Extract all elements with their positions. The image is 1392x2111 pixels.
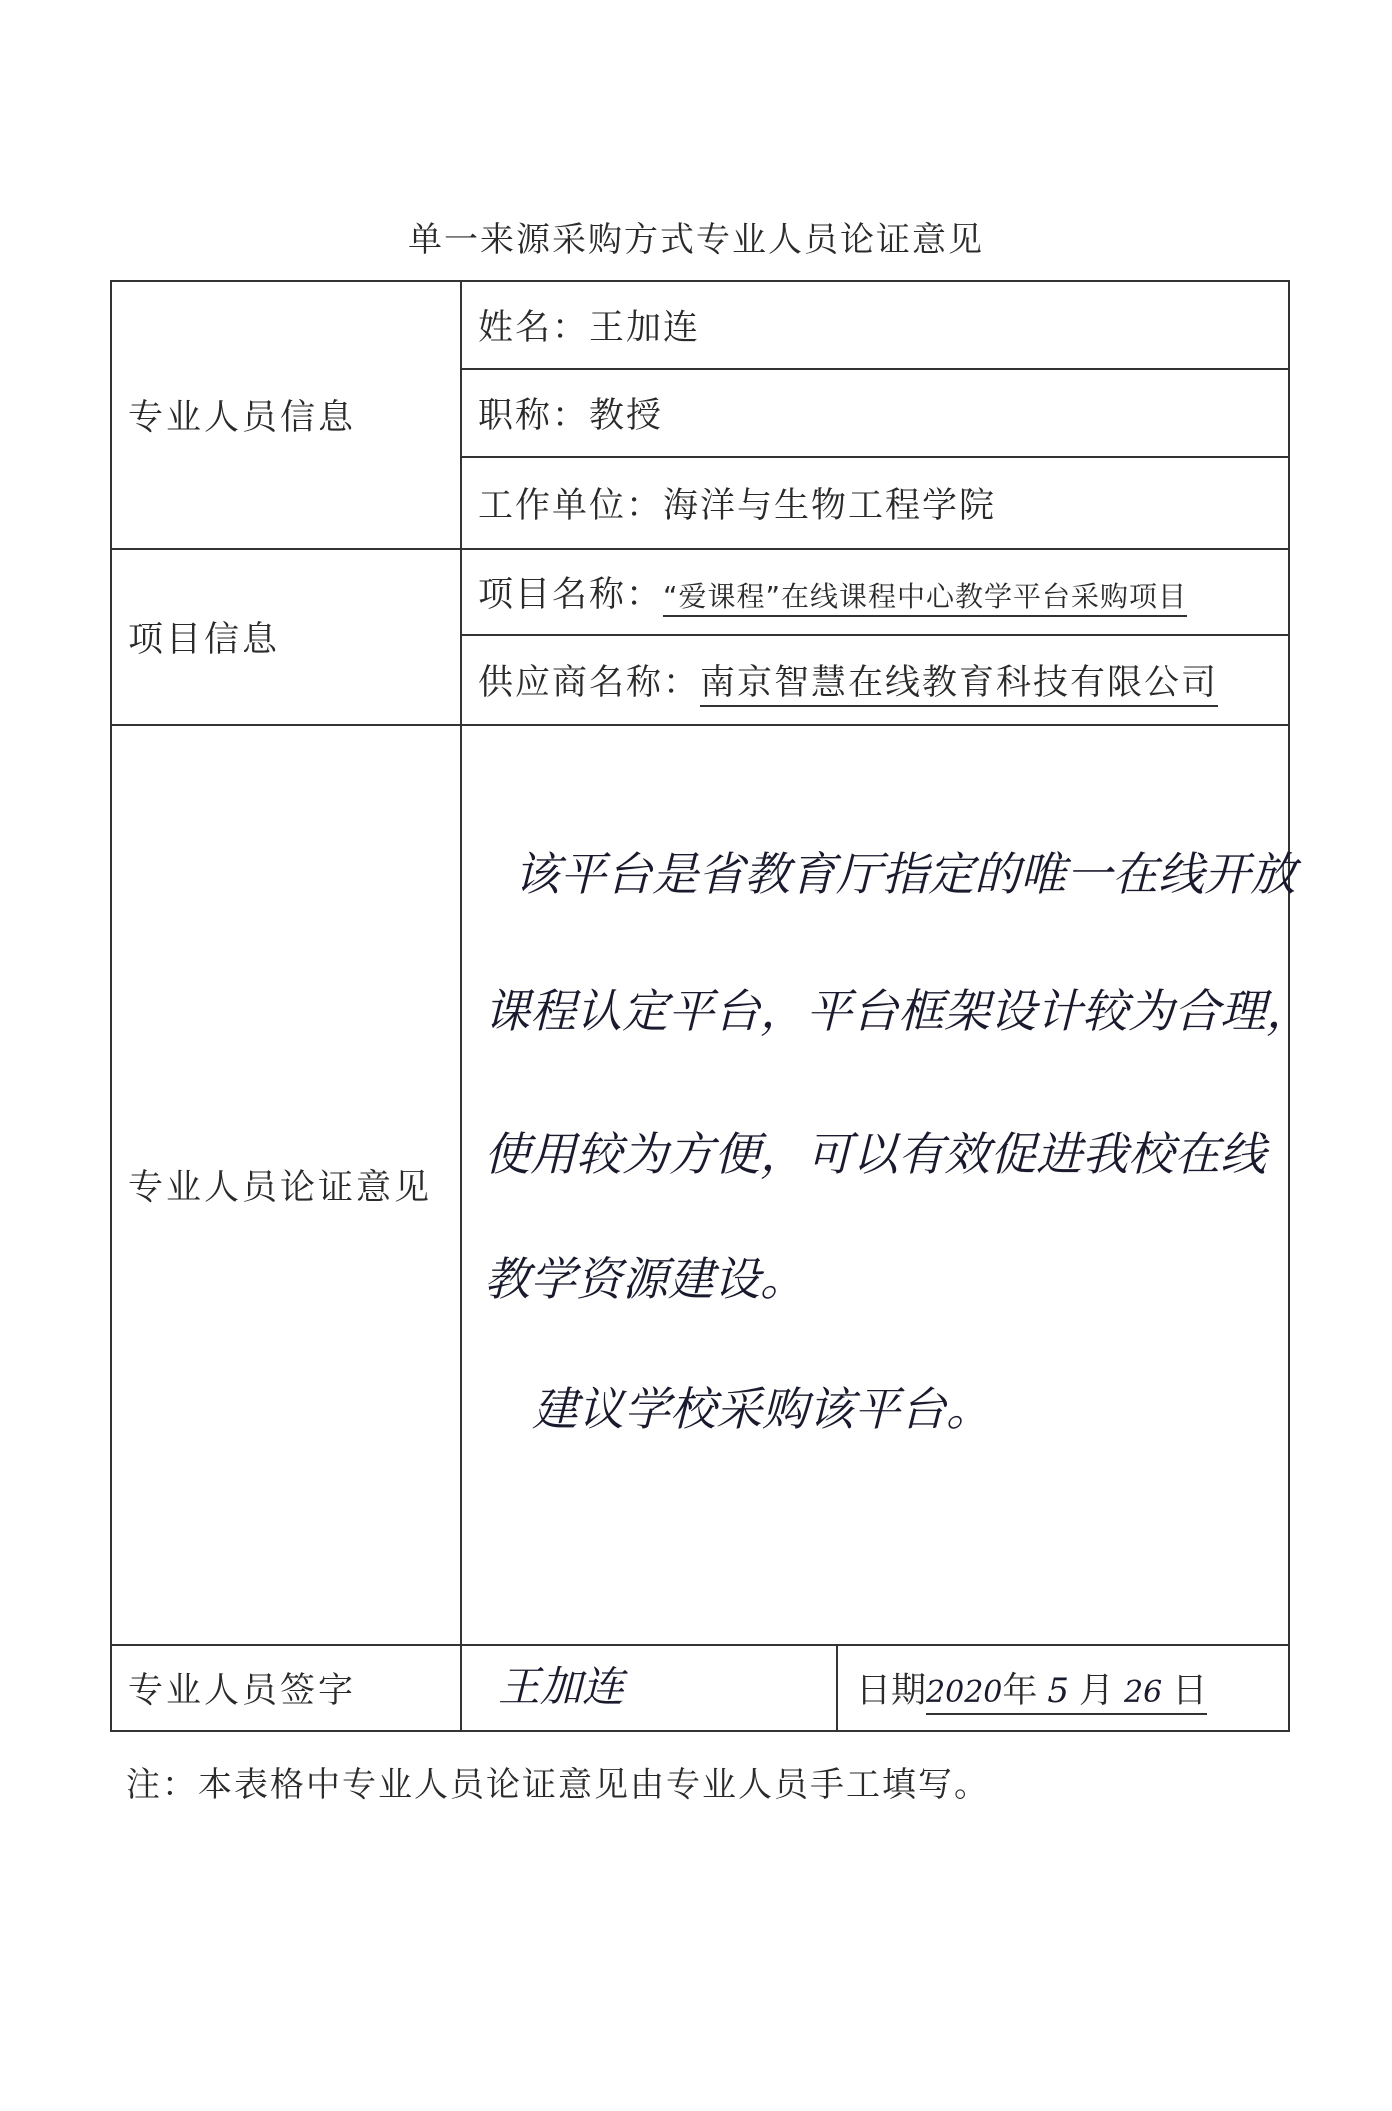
supplier-row xyxy=(461,635,1289,725)
unit-value: 海洋与生物工程学院 xyxy=(663,486,997,526)
date-filled xyxy=(926,1671,1207,1715)
handwritten-line: 建议学校采购该平台。 xyxy=(532,1382,992,1436)
unit-row xyxy=(461,457,1289,549)
project-name-label: 项目名称： xyxy=(478,575,664,615)
signature-area xyxy=(461,1645,837,1731)
date-year-unit: 年 xyxy=(1002,1671,1038,1711)
title-label: 职称： xyxy=(478,396,590,436)
expert-info-label: 专业人员信息 xyxy=(111,281,461,549)
date-day: 26 xyxy=(1124,1675,1163,1710)
handwritten-line: 使用较为方便，可以有效促进我校在线 xyxy=(484,1127,1266,1181)
date-day-unit: 日 xyxy=(1172,1671,1208,1711)
signature-label: 专业人员签字 xyxy=(111,1645,461,1731)
supplier-value: 南京智慧在线教育科技有限公司 xyxy=(700,663,1218,707)
opinion-label: 专业人员论证意见 xyxy=(111,725,461,1645)
name-value: 王加连 xyxy=(589,308,701,348)
opinion-form-table xyxy=(110,280,1312,1732)
handwritten-signature: 王加连 xyxy=(498,1662,625,1711)
date-label: 日期 xyxy=(856,1671,927,1711)
supplier-label: 供应商名称： xyxy=(478,663,701,703)
name-label: 姓名： xyxy=(478,308,590,348)
title-value: 教授 xyxy=(589,396,664,436)
handwritten-line: 教学资源建设。 xyxy=(484,1252,806,1306)
footnote: 注：本表格中专业人员论证意见由专业人员手工填写。 xyxy=(126,1765,990,1805)
date-month: 5 xyxy=(1047,1671,1070,1711)
unit-label: 工作单位： xyxy=(478,486,664,526)
title-row xyxy=(461,369,1289,457)
project-info-label: 项目信息 xyxy=(111,549,461,725)
date-year: 2020 xyxy=(926,1675,1003,1710)
page-title: 单一来源采购方式专业人员论证意见 xyxy=(408,220,984,260)
date-area xyxy=(837,1645,1289,1731)
date-month-unit: 月 xyxy=(1079,1671,1115,1711)
handwritten-line: 课程认定平台，平台框架设计较为合理， xyxy=(484,984,1312,1038)
project-name-row xyxy=(461,549,1289,635)
name-row xyxy=(461,281,1289,369)
handwritten-line: 该平台是省教育厅指定的唯一在线开放 xyxy=(514,847,1296,901)
opinion-handwritten-area xyxy=(461,725,1312,1645)
project-name-value: “爱课程”在线课程中心教学平台采购项目 xyxy=(663,580,1187,617)
